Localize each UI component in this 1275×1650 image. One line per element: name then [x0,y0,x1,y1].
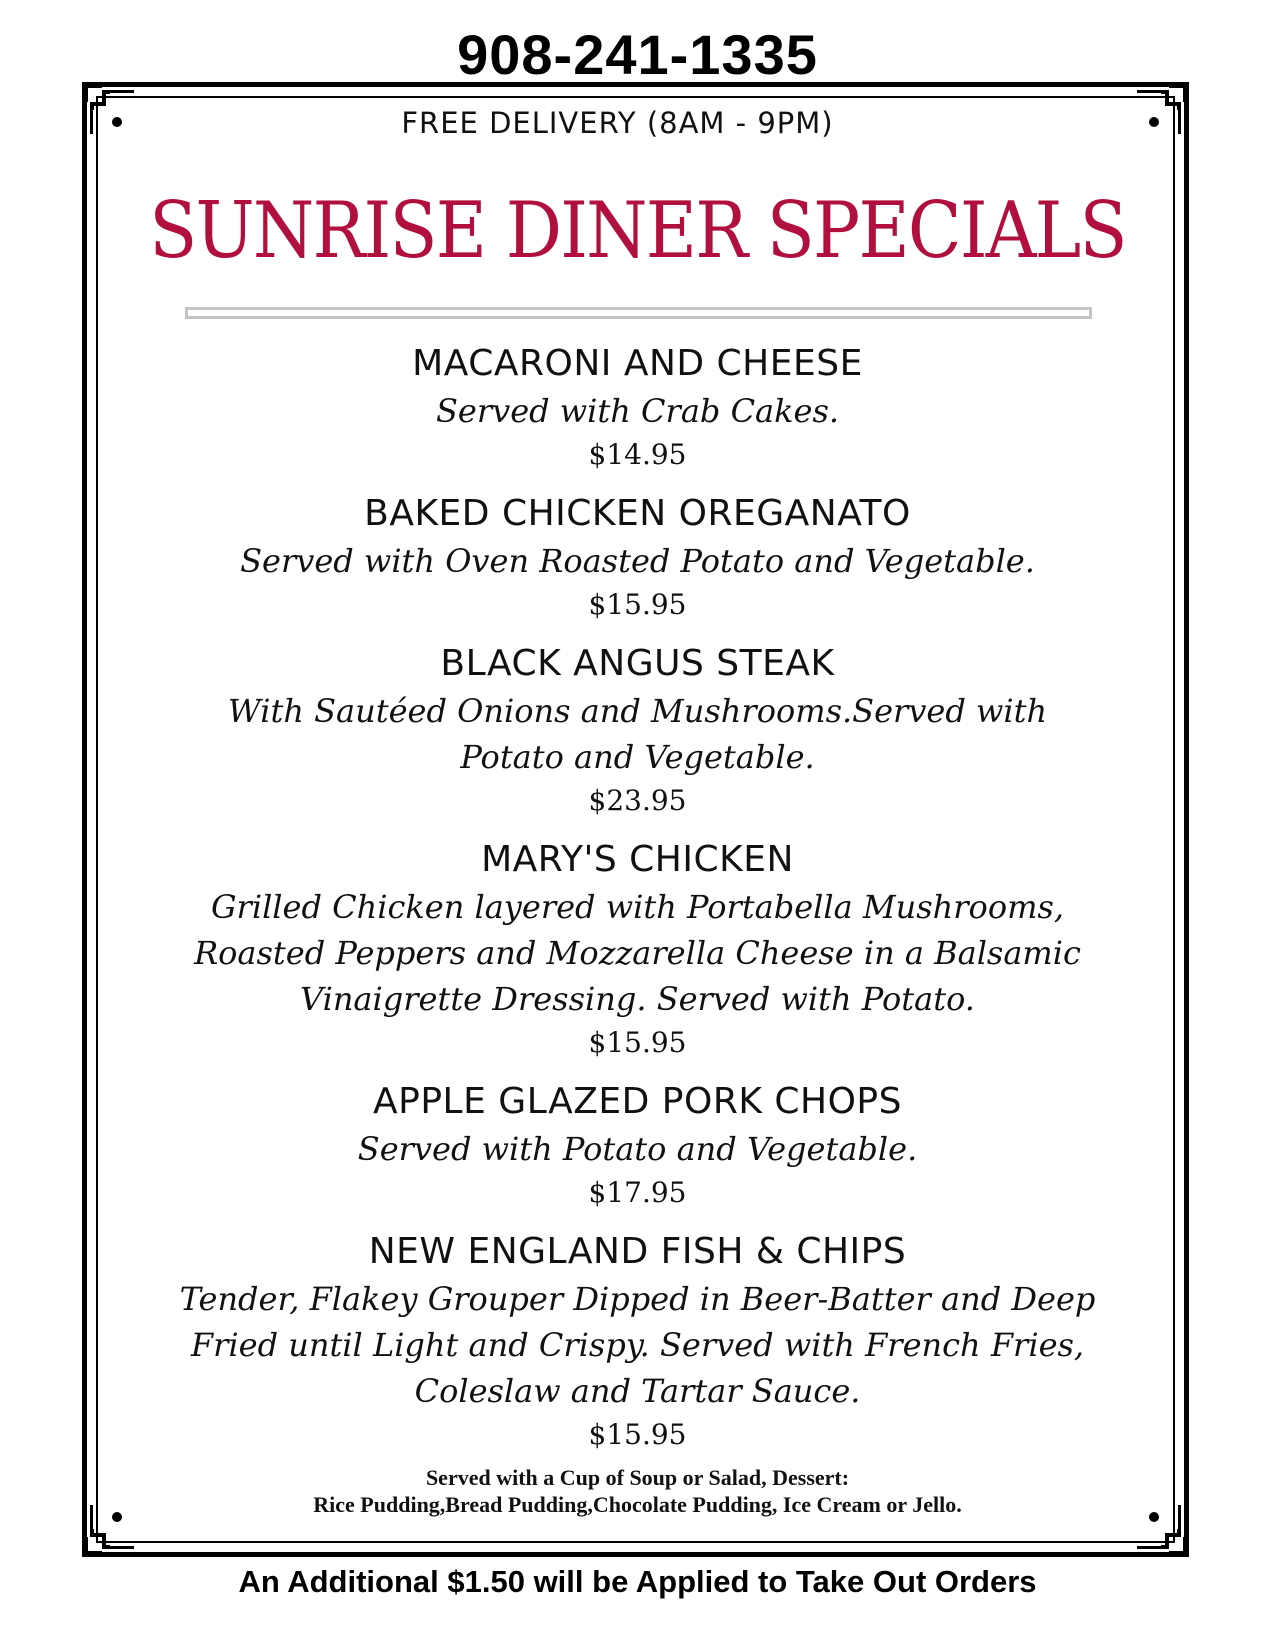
menu-item [140,340,1135,476]
phone-number: 908-241-1335 [457,23,818,86]
item-description: Served with Potato and Vegetable. [357,1130,918,1168]
item-description: Grilled Chicken layered with Portabella Mushrooms, Roasted Peppers and Mozzarella Cheese in a Balsamic Vinaigrette Dressing. Served with Potato. [194,888,1081,1018]
takeout-note: An Additional $1.50 will be Applied to Take Out Orders [238,1564,1037,1599]
item-price: $14.95 [588,438,687,471]
item-name: NEW ENGLAND FISH & CHIPS [368,1231,907,1272]
item-name: APPLE GLAZED PORK CHOPS [373,1081,902,1122]
item-description: Tender, Flakey Grouper Dipped in Beer-Batter and Deep Fried until Light and Crispy. Served with French Fries, Coleslaw and Tartar Sauce. [179,1280,1096,1410]
item-price: $23.95 [588,784,687,817]
item-price: $15.95 [588,1026,687,1059]
item-name: MARY'S CHICKEN [481,839,794,880]
delivery-hours: FREE DELIVERY (8AM - 9PM) [401,106,834,140]
menu-item [140,640,1135,822]
item-name: MACARONI AND CHEESE [412,343,863,384]
item-description: Served with Crab Cakes. [435,392,840,430]
sides-line-2: Rice Pudding,Bread Pudding,Chocolate Pudding, Ice Cream or Jello. [313,1492,962,1517]
item-description: Served with Oven Roasted Potato and Vegetable. [240,542,1035,580]
title-divider [185,307,1092,319]
menu-item [140,490,1135,626]
menu-list [140,340,1135,1470]
menu-title: SUNRISE DINER SPECIALS [149,186,1126,276]
item-price: $15.95 [588,588,687,621]
item-price: $15.95 [588,1418,687,1451]
item-name: BAKED CHICKEN OREGANATO [364,493,911,534]
sides-line-1: Served with a Cup of Soup or Salad, Dessert: [425,1465,850,1490]
item-name: BLACK ANGUS STEAK [440,643,835,684]
item-price: $17.95 [588,1176,687,1209]
menu-item [140,1078,1135,1214]
menu-item [140,1228,1135,1456]
menu-item [140,836,1135,1064]
sides-note [0,1464,1275,1518]
item-description: With Sautéed Onions and Mushrooms.Served with Potato and Vegetable. [227,692,1048,776]
